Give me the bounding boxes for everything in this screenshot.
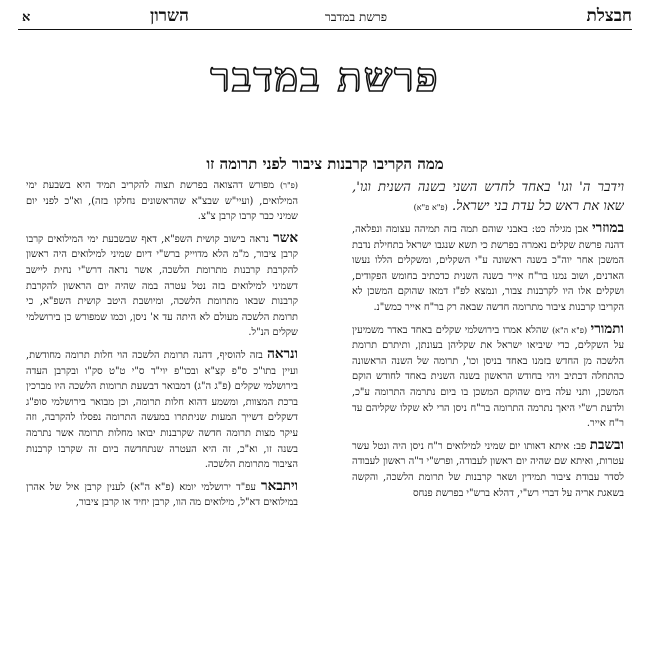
paragraph-text: מפורש דהצואה בפרשת תצוה להקריב תמיד היא בשבעת ימי המילואים, (ועיי"ש שבצ"א שהראשונים נחלקו בזה), וא"כ לפני יום שמיני כבר קרבו קרבן צ"צ. bbox=[26, 180, 298, 223]
paragraph bbox=[26, 479, 298, 511]
section-title: ממה הקריבו קרבנות ציבור לפני תרומה זו bbox=[206, 155, 444, 173]
source-ref: (פ"א ה"א) bbox=[552, 325, 588, 335]
paragraph-text: שהלא אמרו בירושלמי שקלים באחד באדר משמיעין על השקלים, כדי שיביאו ישראל את שקליהן בעונתן, ותיתרם תרומת הלשכה מן החדש בזמנו באחד בניסן וכו', תרומה של השנה הראשונה כהתחלה דבתיב ויהי בחודש הראשון בשנה השנית באחד לחודש הוקם המשכן, ותני עלה ביום שהוקם המשכן בו ביום נתרמה התרומה ע"כ, ולדעת רש"י היאך נתרמה התרומה בר"ח ניסן הרי לא שקלו שקליהם עד ר"ח אייר. bbox=[352, 324, 624, 430]
paragraph-lead-word: ונראה bbox=[267, 345, 298, 362]
paragraph bbox=[26, 231, 298, 341]
paragraph-text: בזה להוסיף, דהנה תרומת הלשכה הוי חלות תרומה מחודשת, ועיין בתו"כ ס"פ קצ"א ובכו"פ יוי"ד ס"י ט"ט סק"ו ובקרבן העדה בירושלמי שקלים (פ"ג ה"ג) דמבואר דבשעת תרומות הלשכה היו מברכין ברכת המצוות, ומשמע דהוא חלות תרומה, וכן מבואר בירושלמי סופ"ג דשקלים דשייך המעות שניתתרו במעשה התרומה נפסלו להקרבה, וזה עיקר מצות תרומה חדשה שקרבנות יבואו מחלות תרומה אשר נתרמה בשנה זו, וא"כ, זה היא העטרה שנתחדשה ביום זה שקרבו קרבנות הציבור מתרומת הלשכה. bbox=[26, 349, 298, 471]
paragraph-lead-word: אשר bbox=[273, 229, 298, 246]
paragraph-text: פב: איתא דאותו יום שמיני למילואים ר"ח ניסן היה ונטל עשר עטרות, ואיתא שם שהיה יום ראשון לעבודה, ופרש"י ד"ה ראשון לעבודה לסדר עבודת ציבור תמידין ושאר קרבנות של תרומת הלשכה, והקשה בשאגת אריה על דברי רש"י, דהלא ברש"י בפרשת פנחס bbox=[352, 440, 624, 499]
verse-source: (פ"א פ"א) bbox=[413, 203, 448, 212]
page-title: פרשת במדבר bbox=[210, 54, 440, 101]
paragraph-text: נראה בישוב קושית השפ"א, דאף שבשבעת ימי המילואים קרבו קרבן ציבור, מ"מ הלא מדוייק ברש"י דיום שמיני למילואים היה ראשון להקרבת קרבנות מתרומת הלשכה, אשר נראה דרש"י נחית ליישב דשמיני למילואים בזה נטל עטרה במה שהיה יום הראשון להקרבת קרבנות שבאו מתרומת הלשכה, ומיושבת היטב קושית השפ"א, כי תרומת הלשכה מעולם לא היתה עד א' ניסן, וכמו שמפורש כן בירושלמי שקלים הנ"ל. bbox=[26, 233, 298, 339]
running-header bbox=[0, 6, 650, 28]
header-book-title: חבצלת bbox=[586, 6, 632, 26]
page-number: א bbox=[22, 10, 31, 25]
verse-block bbox=[352, 178, 624, 217]
paragraph-text: אבן מגילה כט: באבני שוהם תמה בזה תמיהה עצומה ונפלאה, דהנה פרשת שקלים נאמרה בפרשת כי תשא שנגבו ישראל בתחילת נדבת המשכן אחר יוה"כ בשנה ראשונה ע"י השקלים, ומשקלים הללו נעשו האדנים, ושוב נמנו בר"ח אייר בשנה השנית כדכתיב בחומש הפקודים, ושקלים אלו היו לקרבנות צבור, ונמצא לפ"ז דמאז שהוקם המשכן לא הקריבו קרבנות ציבור מתרומה חדשה שבאה רק בר"ח אייר כמש"נ. bbox=[352, 224, 624, 313]
paragraph bbox=[352, 221, 624, 316]
paragraph bbox=[26, 347, 298, 473]
paragraph bbox=[352, 322, 624, 432]
verse-text: וידבר ה' וגו' באחד לחדש השני בשנה השנית וגו', שאו את ראש כל עדת בני ישראל. bbox=[352, 180, 624, 214]
right-column bbox=[352, 178, 624, 648]
paragraph-lead-word: במוזרי bbox=[592, 220, 624, 236]
paragraph-lead-word: ויתבאר bbox=[260, 477, 298, 494]
left-column bbox=[26, 178, 298, 648]
paragraph-lead-word: ובשבת bbox=[589, 436, 624, 453]
paragraph-lead-word: ותמורי bbox=[590, 320, 624, 337]
header-rule bbox=[18, 29, 632, 30]
paragraph bbox=[352, 438, 624, 501]
source-ref: (פ"ר) bbox=[279, 181, 298, 190]
header-parsha-name: פרשת במדבר bbox=[324, 10, 387, 24]
paragraph bbox=[26, 178, 298, 225]
paragraph-text: עפ"ד ירושלמי יומא (פ"א ה"א) לענין קרבן איל של אהרן במילואים דא"ל, מילואים מה הוו, קרבן יחיד או קרבן ציבור, bbox=[26, 481, 298, 509]
header-book-subtitle: השרון bbox=[150, 6, 189, 26]
